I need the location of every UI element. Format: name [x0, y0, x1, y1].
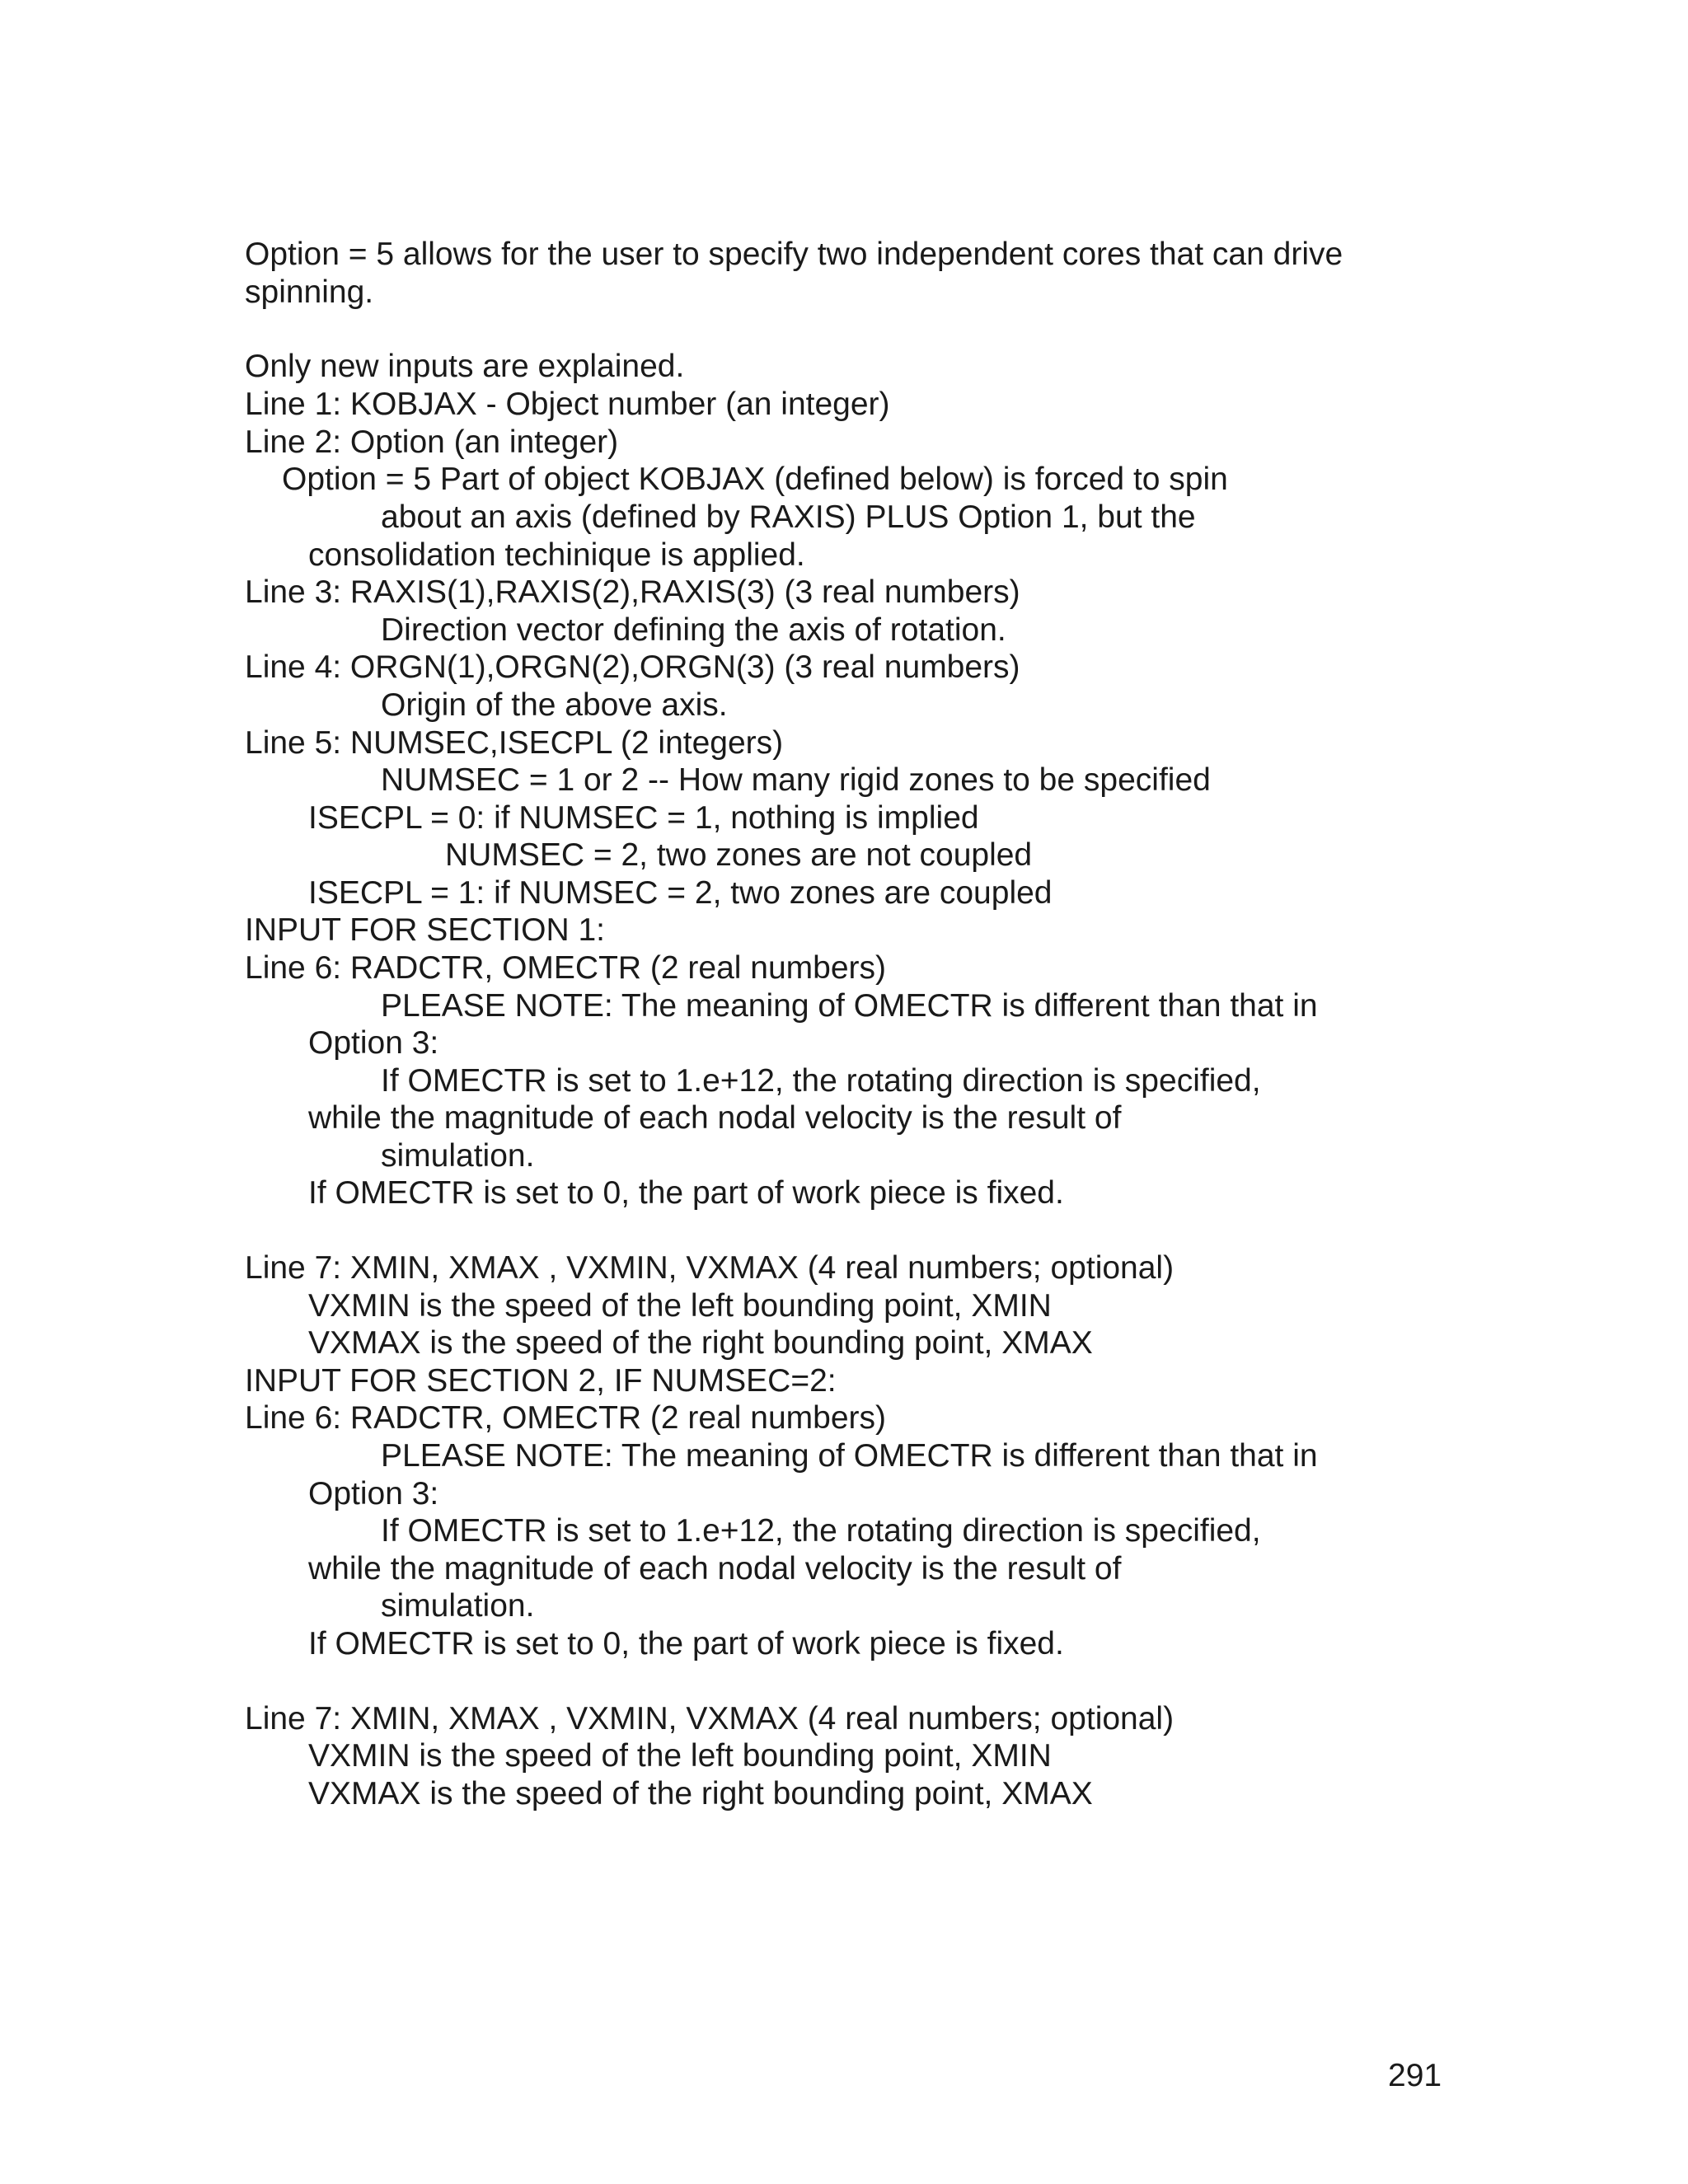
text-line: while the magnitude of each nodal velocity is the result of	[308, 1100, 1122, 1136]
text-line: while the magnitude of each nodal velocity is the result of	[308, 1551, 1122, 1586]
text-line: VXMIN is the speed of the left bounding point, XMIN	[308, 1738, 1052, 1774]
text-line: ISECPL = 1: if NUMSEC = 2, two zones are coupled	[308, 875, 1053, 911]
text-line: Line 1: KOBJAX - Object number (an integer)	[245, 387, 890, 422]
text-line: Only new inputs are explained.	[245, 349, 685, 384]
text-line: Option = 5 allows for the user to specify two independent cores that can drive	[245, 237, 1343, 272]
text-line: VXMAX is the speed of the right bounding point, XMAX	[308, 1325, 1093, 1361]
section-heading: INPUT FOR SECTION 1:	[245, 912, 605, 948]
text-line: VXMAX is the speed of the right bounding point, XMAX	[308, 1776, 1093, 1811]
text-line: Line 3: RAXIS(1),RAXIS(2),RAXIS(3) (3 real numbers)	[245, 574, 1020, 610]
text-line: PLEASE NOTE: The meaning of OMECTR is different than that in	[381, 1438, 1318, 1474]
text-line: Line 7: XMIN, XMAX , VXMIN, VXMAX (4 real numbers; optional)	[245, 1250, 1175, 1286]
text-line: Line 4: ORGN(1),ORGN(2),ORGN(3) (3 real numbers)	[245, 649, 1020, 685]
text-line: Line 2: Option (an integer)	[245, 424, 619, 460]
text-line: about an axis (defined by RAXIS) PLUS Option 1, but the	[381, 499, 1196, 535]
page-number: 291	[1388, 2058, 1442, 2093]
text-line: Option 3:	[308, 1476, 439, 1511]
text-line: NUMSEC = 1 or 2 -- How many rigid zones to be specified	[381, 762, 1211, 798]
section-heading: INPUT FOR SECTION 2, IF NUMSEC=2:	[245, 1363, 837, 1399]
text-line: Line 6: RADCTR, OMECTR (2 real numbers)	[245, 1400, 887, 1436]
text-line: If OMECTR is set to 0, the part of work piece is fixed.	[308, 1626, 1064, 1661]
text-line: Direction vector defining the axis of rotation.	[381, 612, 1006, 648]
text-line: spinning.	[245, 274, 374, 310]
text-line: NUMSEC = 2, two zones are not coupled	[445, 837, 1033, 873]
text-line: Option 3:	[308, 1025, 439, 1061]
text-line: Line 5: NUMSEC,ISECPL (2 integers)	[245, 725, 784, 761]
text-line: If OMECTR is set to 1.e+12, the rotating direction is specified,	[381, 1063, 1261, 1099]
text-line: Option = 5 Part of object KOBJAX (defined below) is forced to spin	[282, 462, 1228, 497]
text-line: If OMECTR is set to 0, the part of work piece is fixed.	[308, 1175, 1064, 1211]
text-line: simulation.	[381, 1138, 535, 1174]
text-line: PLEASE NOTE: The meaning of OMECTR is different than that in	[381, 988, 1318, 1024]
text-line: Line 6: RADCTR, OMECTR (2 real numbers)	[245, 950, 887, 986]
text-line: VXMIN is the speed of the left bounding point, XMIN	[308, 1288, 1052, 1324]
text-line: ISECPL = 0: if NUMSEC = 1, nothing is implied	[308, 800, 979, 836]
text-line: simulation.	[381, 1588, 535, 1624]
text-line: Origin of the above axis.	[381, 687, 728, 723]
text-line: If OMECTR is set to 1.e+12, the rotating direction is specified,	[381, 1513, 1261, 1549]
text-line: consolidation techinique is applied.	[308, 537, 805, 573]
text-line: Line 7: XMIN, XMAX , VXMIN, VXMAX (4 real numbers; optional)	[245, 1701, 1175, 1736]
